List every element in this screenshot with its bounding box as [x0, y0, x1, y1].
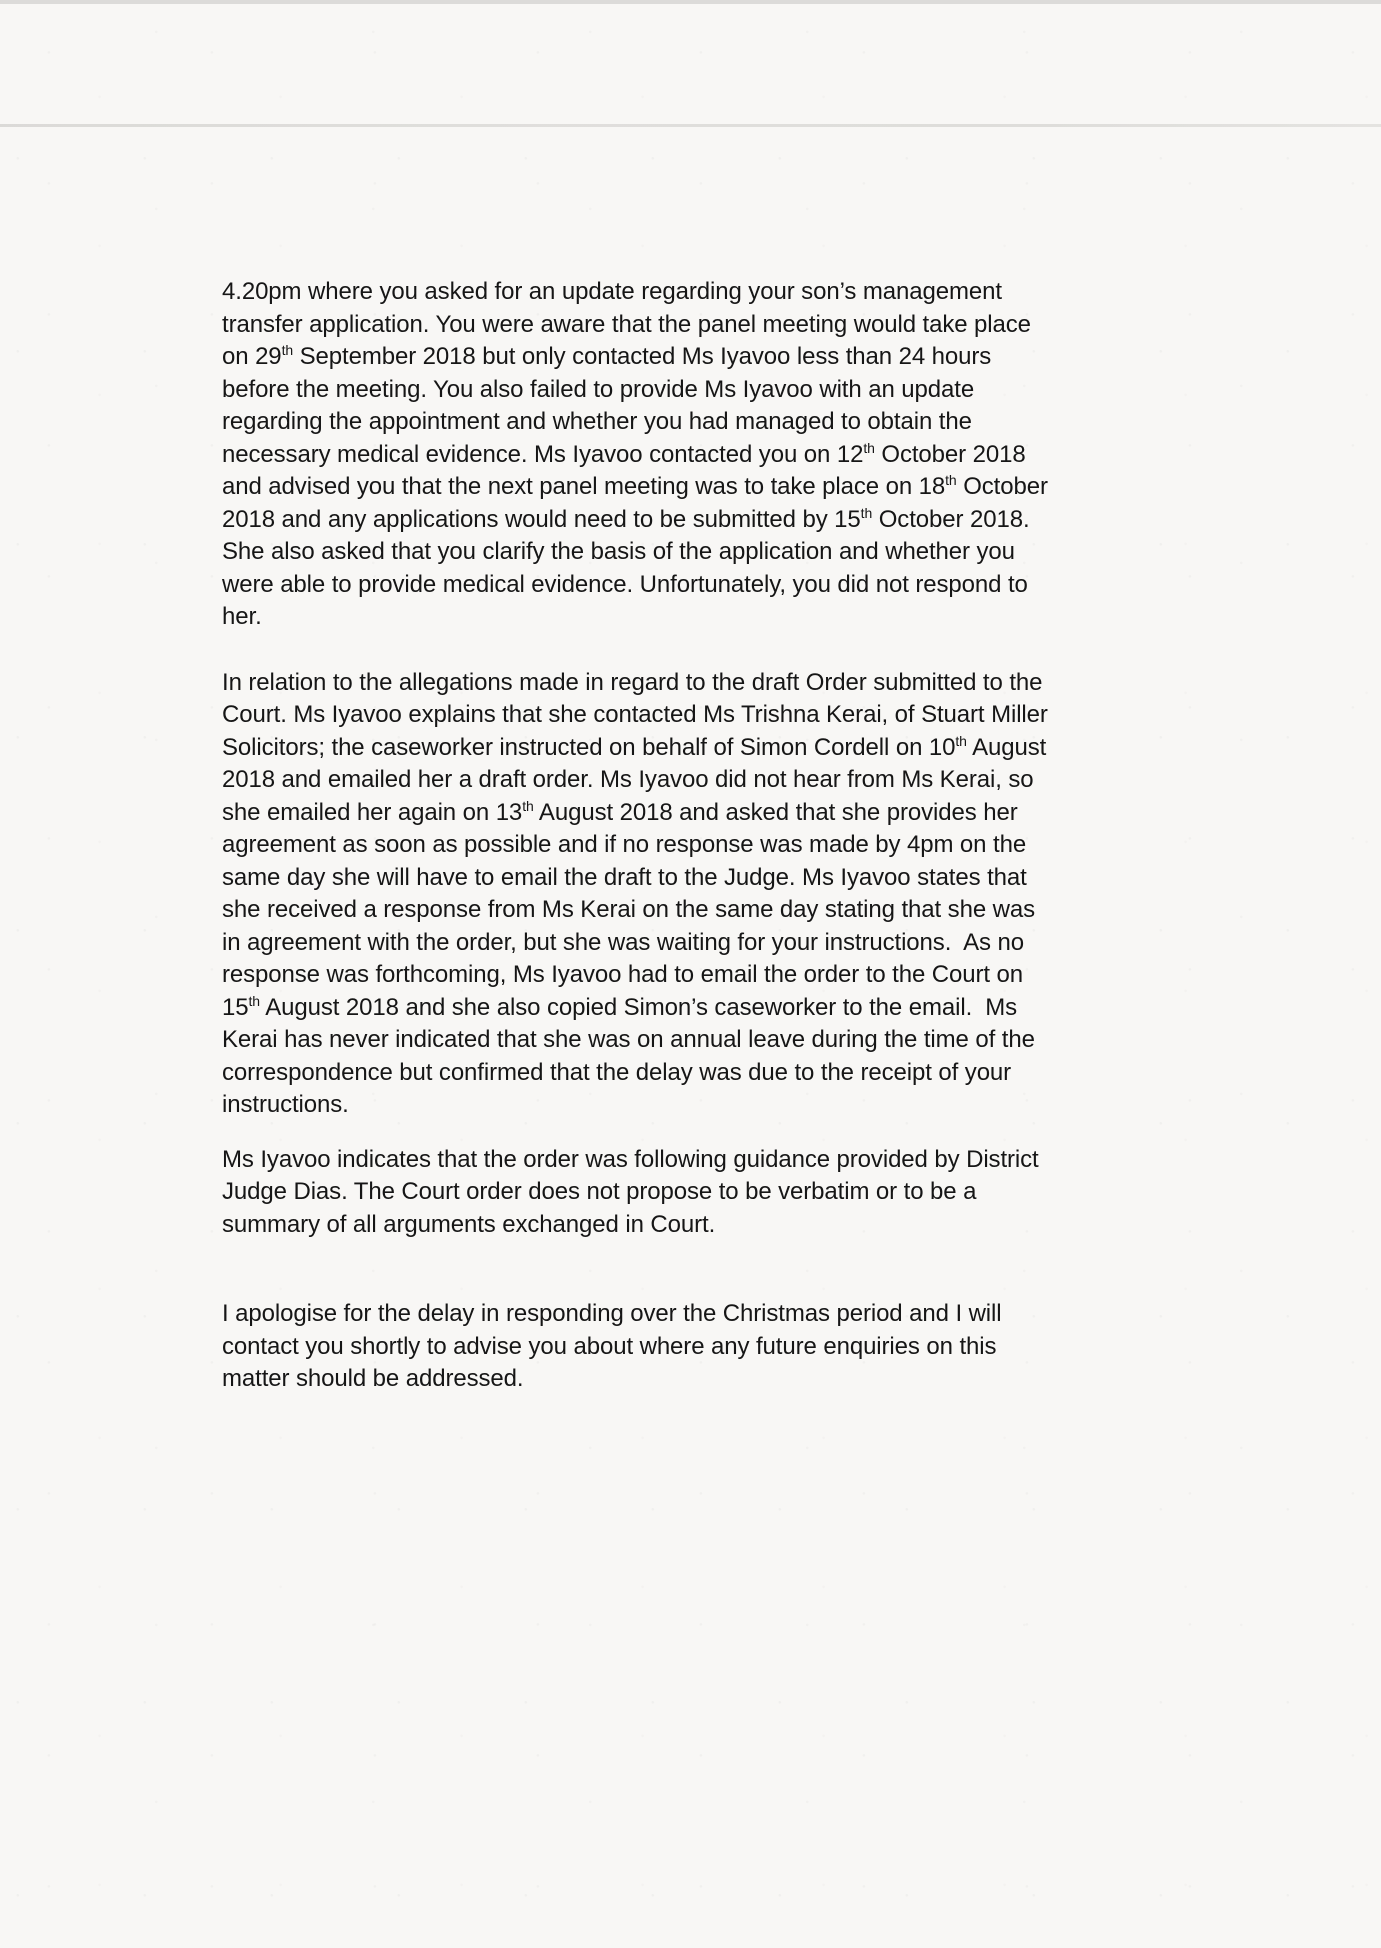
text-line: same day she will have to email the draft to the Judge. Ms Iyavoo states that	[222, 863, 1027, 891]
paragraph-3	[222, 1144, 1162, 1242]
text-line: transfer application. You were aware that the panel meeting would take place	[222, 310, 1031, 338]
text-line: contact you shortly to advise you about where any future enquiries on this	[222, 1332, 997, 1360]
text-line: Solicitors; the caseworker instructed on behalf of Simon Cordell on 10th August	[222, 732, 1047, 761]
text-line: Judge Dias. The Court order does not propose to be verbatim or to be a	[222, 1178, 977, 1205]
text-line: she emailed her again on 13th August 2018 and asked that she provides her	[222, 797, 1018, 826]
paragraph-1	[222, 276, 1162, 634]
text-line: agreement as soon as possible and if no response was made by 4pm on the	[222, 831, 1027, 858]
text-line: correspondence but confirmed that the delay was due to the receipt of your	[222, 1058, 1012, 1086]
text-line: on 29th September 2018 but only contacted Ms Iyavoo less than 24 hours	[222, 342, 992, 370]
text-line: in agreement with the order, but she was waiting for your instructions. As no	[222, 928, 1024, 956]
text-line: were able to provide medical evidence. Unfortunately, you did not respond to	[222, 570, 1028, 598]
scan-fold-line	[0, 124, 1381, 127]
text-line: 4.20pm where you asked for an update regarding your son’s management	[222, 278, 1002, 305]
paragraph-2	[222, 667, 1162, 1122]
text-line: regarding the appointment and whether you had managed to obtain the	[222, 408, 972, 435]
text-line: necessary medical evidence. Ms Iyavoo contacted you on 12th October 2018	[222, 439, 1026, 468]
text-line: Court. Ms Iyavoo explains that she contacted Ms Trishna Kerai, of Stuart Miller	[222, 701, 1048, 728]
text-line: Kerai has never indicated that she was on annual leave during the time of the	[222, 1026, 1035, 1053]
text-line: her.	[222, 603, 262, 630]
text-line: In relation to the allegations made in regard to the draft Order submitted to the	[222, 668, 1043, 696]
scan-edge-artifact	[0, 0, 1381, 4]
paragraph-4	[222, 1298, 1162, 1396]
text-line: She also asked that you clarify the basis of the application and whether you	[222, 538, 1015, 565]
text-line: response was forthcoming, Ms Iyavoo had to email the order to the Court on	[222, 961, 1024, 988]
text-line: 2018 and any applications would need to be submitted by 15th October 2018.	[222, 504, 1030, 533]
text-line: before the meeting. You also failed to provide Ms Iyavoo with an update	[222, 375, 975, 403]
text-line: instructions.	[222, 1091, 349, 1118]
letter-body	[222, 276, 1162, 1396]
text-line: Ms Iyavoo indicates that the order was following guidance provided by District	[222, 1145, 1039, 1173]
text-line: I apologise for the delay in responding over the Christmas period and I will	[222, 1300, 1002, 1327]
text-line: she received a response from Ms Kerai on the same day stating that she was	[222, 896, 1036, 923]
text-line: 2018 and emailed her a draft order. Ms Iyavoo did not hear from Ms Kerai, so	[222, 766, 1034, 793]
text-line: summary of all arguments exchanged in Court.	[222, 1210, 716, 1238]
text-line: matter should be addressed.	[222, 1365, 524, 1392]
text-line: and advised you that the next panel meeting was to take place on 18th October	[222, 472, 1048, 500]
text-line: 15th August 2018 and she also copied Simon’s caseworker to the email. Ms	[222, 992, 1018, 1021]
